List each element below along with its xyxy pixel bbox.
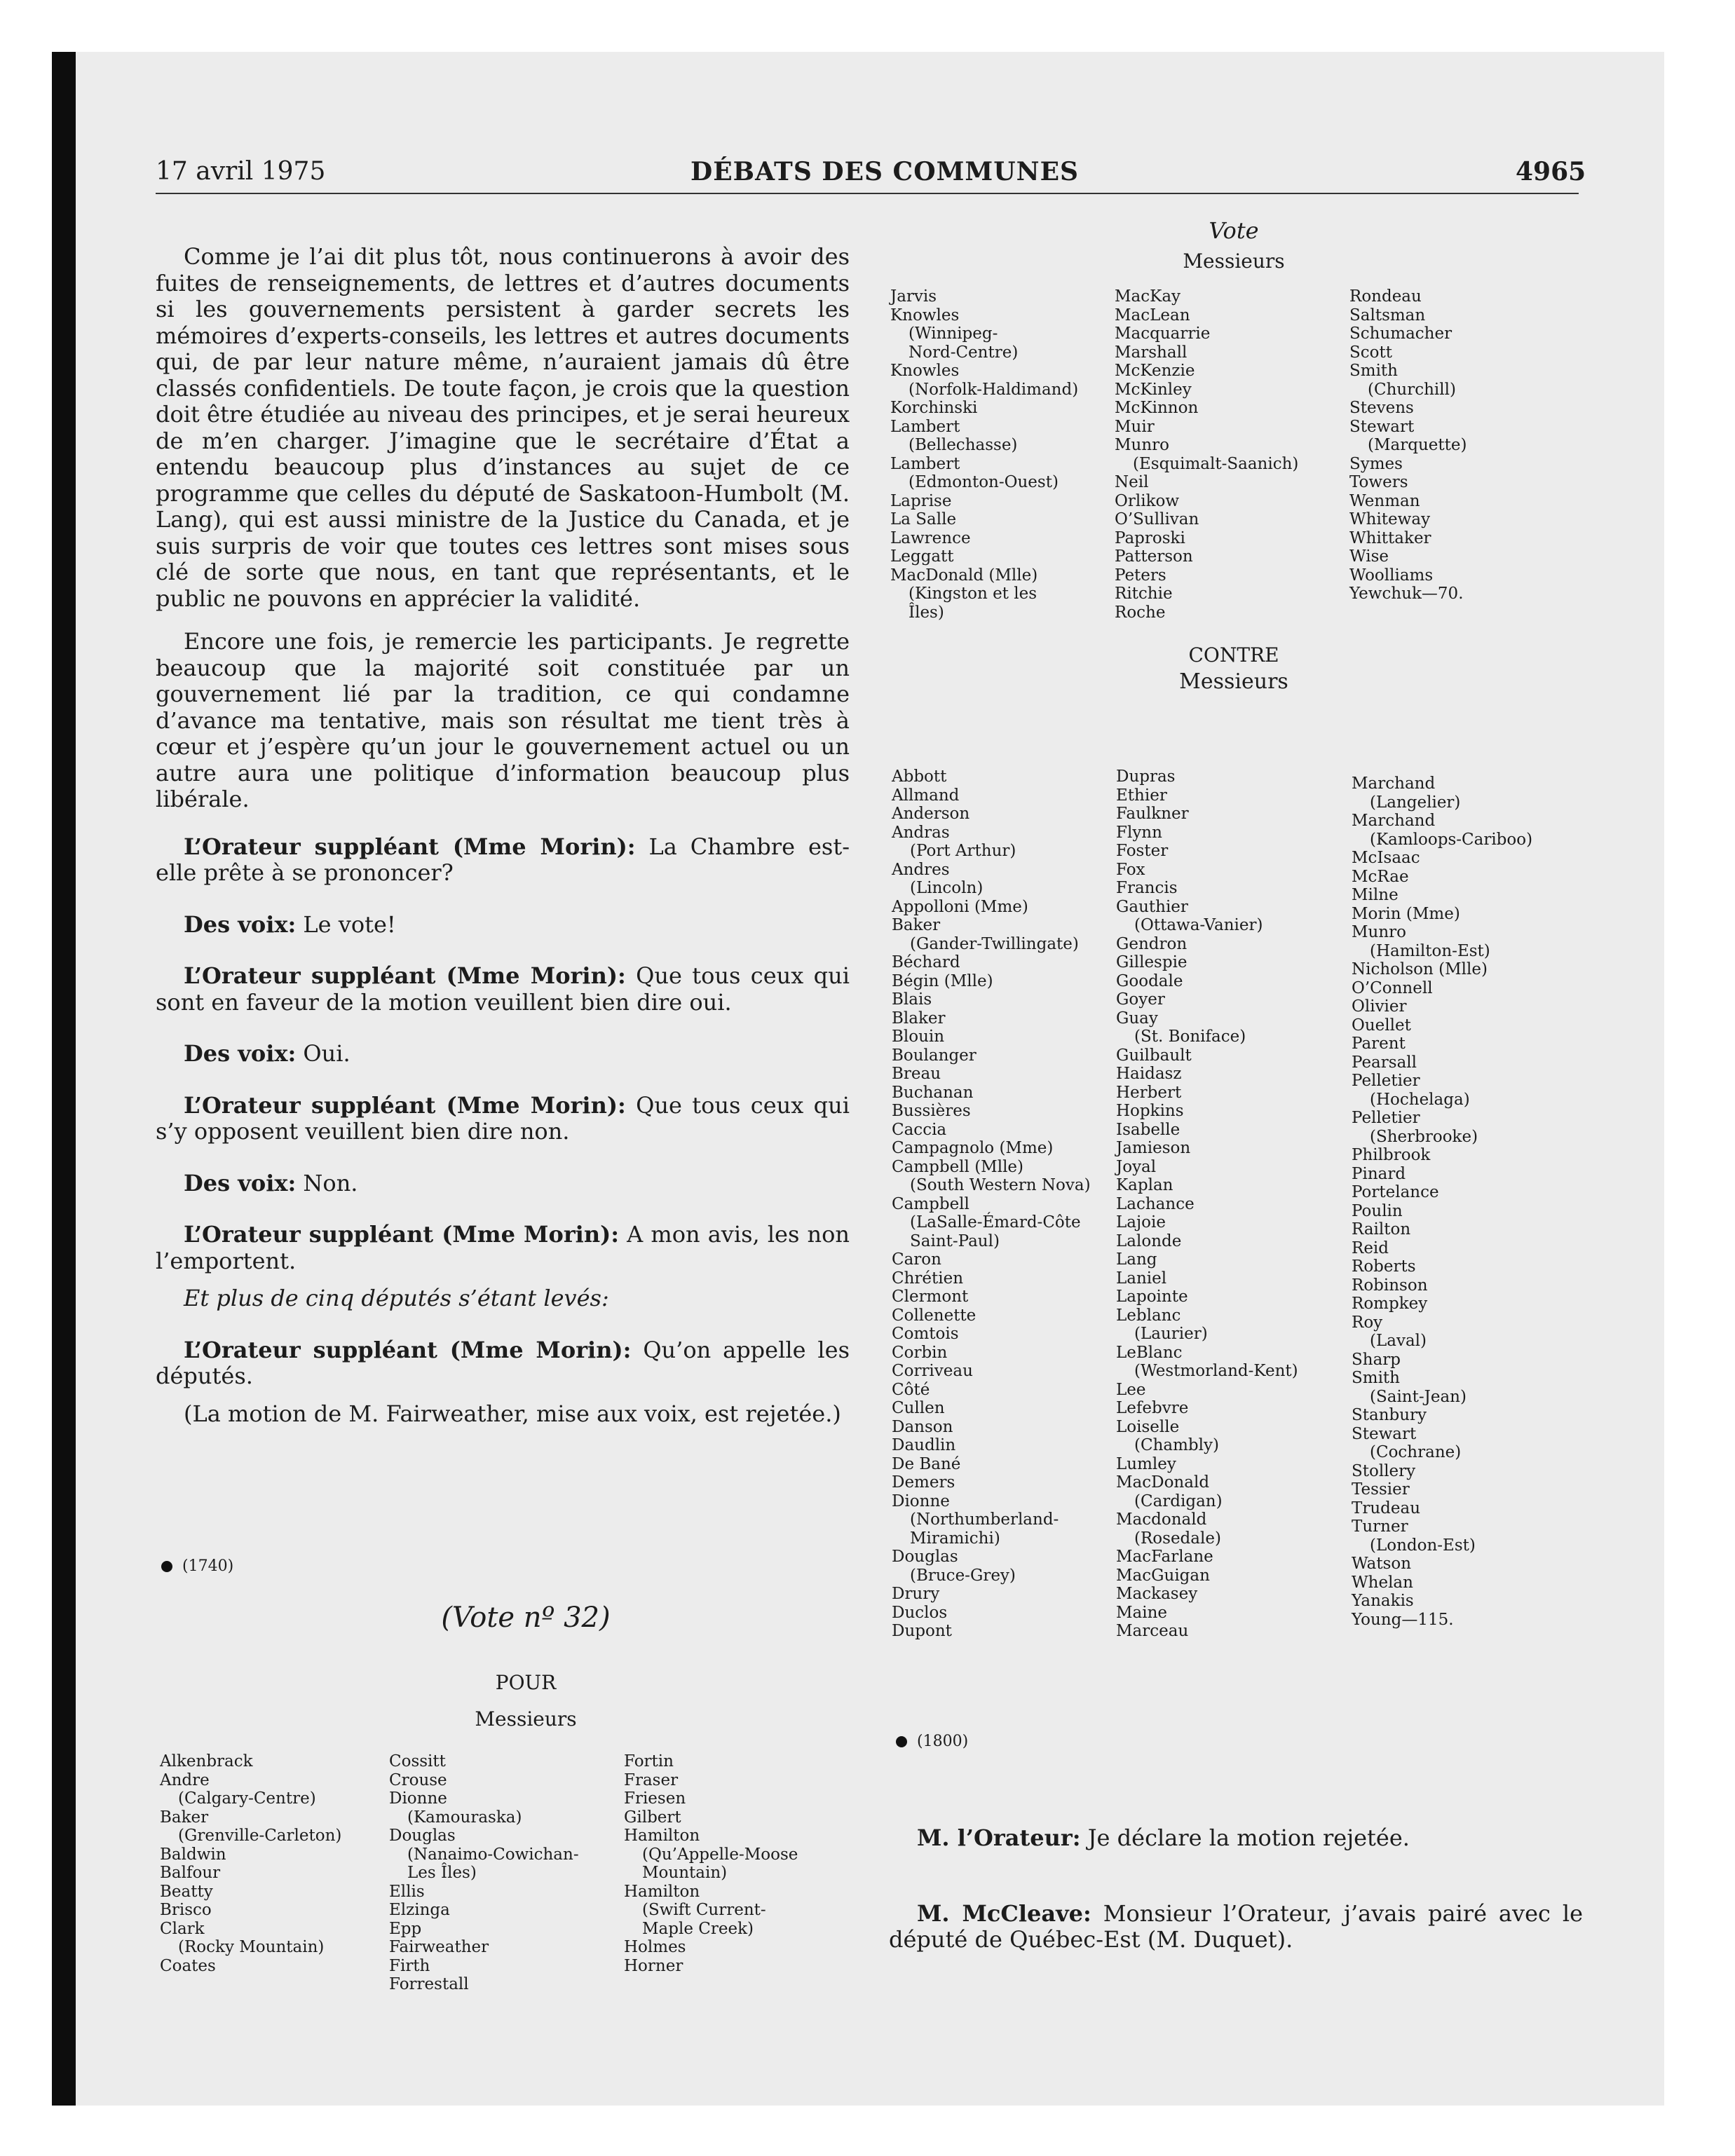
member-name: Lang (1116, 1250, 1157, 1269)
member-name: Lumley (1116, 1454, 1176, 1473)
member-name: Marceau (1116, 1622, 1189, 1640)
pour-heading: POUR (495, 1671, 557, 1694)
riding-name: (Rocky Mountain) (178, 1938, 325, 1956)
speech (156, 1041, 850, 1067)
speech-text: Je déclare la motion rejetée. (1080, 1824, 1410, 1851)
member-name: Saltsman (1349, 306, 1426, 325)
speaker: Des voix: (184, 910, 297, 938)
member-name: Boulanger (892, 1046, 977, 1065)
member-name: Dionne (389, 1789, 447, 1808)
time-marker (896, 1733, 968, 1750)
member-name: Whittaker (1349, 528, 1431, 547)
member-name: O’Connell (1352, 978, 1433, 997)
member-name: Faulkner (1116, 805, 1189, 823)
member-name: McKinnon (1115, 399, 1199, 417)
riding-name: (Ottawa-Vanier) (1134, 916, 1263, 934)
member-name: Stollery (1352, 1461, 1416, 1480)
time-marker (161, 1557, 233, 1575)
member-name: Collenette (892, 1306, 977, 1325)
member-name: Knowles (890, 362, 960, 380)
closing-speeches (889, 1825, 1583, 1953)
member-name: Balfour (160, 1864, 221, 1882)
member-name: LeBlanc (1116, 1343, 1183, 1362)
member-name: Fraser (624, 1770, 679, 1789)
messieurs-heading: Messieurs (1179, 669, 1288, 694)
vote-title: (Vote nº 32) (441, 1602, 611, 1634)
riding-name: (Kingston et les (909, 585, 1037, 603)
member-name: Lawrence (890, 528, 971, 547)
member-name: Kaplan (1116, 1176, 1173, 1194)
member-name: Joyal (1116, 1157, 1157, 1176)
riding-name: (Grenville-Carleton) (178, 1827, 342, 1845)
member-name: Yewchuk—70. (1349, 585, 1464, 603)
riding-name: (South Western Nova) (910, 1176, 1091, 1194)
member-name: MacKay (1115, 287, 1181, 306)
member-name: MacLean (1115, 306, 1190, 325)
header-date: 17 avril 1975 (156, 157, 326, 186)
member-name: Daudlin (892, 1436, 956, 1454)
pour-column-1 (160, 1752, 341, 1975)
member-name: Hopkins (1116, 1102, 1184, 1120)
speaker: Des voix: (184, 1040, 297, 1067)
member-name: Lachance (1116, 1194, 1195, 1213)
member-name: McIsaac (1352, 849, 1420, 867)
member-name: Clermont (892, 1288, 969, 1306)
riding-name: (Edmonton-Ouest) (909, 473, 1059, 491)
member-name: Ouellet (1352, 1016, 1411, 1035)
member-name: Milne (1352, 886, 1399, 904)
member-name: Bégin (Mlle) (892, 971, 993, 990)
member-name: Beatty (160, 1882, 213, 1901)
member-name: Danson (892, 1417, 953, 1436)
member-name: Knowles (890, 306, 960, 325)
member-name: Macdonald (1116, 1510, 1207, 1529)
riding-name: (Qu’Appelle-Moose (642, 1845, 798, 1864)
member-name: MacGuigan (1116, 1566, 1210, 1585)
member-name: Drury (892, 1585, 940, 1603)
speaker: L’Orateur suppléant (Mme Morin): (184, 1091, 626, 1119)
riding-name: (Esquimalt-Saanich) (1133, 454, 1299, 473)
speaker: M. l’Orateur: (917, 1824, 1081, 1851)
member-name: Macquarrie (1115, 325, 1211, 343)
member-name: Andres (892, 860, 950, 879)
time-text: (1740) (182, 1557, 234, 1575)
member-name: Whiteway (1349, 510, 1431, 528)
member-name: Lajoie (1116, 1213, 1166, 1231)
member-name: McRae (1352, 867, 1409, 886)
member-name: Parent (1352, 1035, 1406, 1053)
member-name: Campagnolo (Mme) (892, 1139, 1054, 1157)
member-name: Nord-Centre) (909, 343, 1019, 362)
member-name: MacDonald (Mlle) (890, 566, 1038, 585)
member-name: Douglas (892, 1548, 958, 1566)
speech-text: Le vote! (296, 910, 396, 938)
speaker: L’Orateur suppléant (Mme Morin): (184, 1336, 632, 1363)
speech-text: Qu’on appelle les députés. (156, 1336, 850, 1389)
member-name: Pelletier (1352, 1072, 1420, 1090)
member-name: Turner (1352, 1517, 1408, 1536)
member-name: Reid (1352, 1239, 1389, 1257)
member-name: Laprise (890, 491, 952, 510)
procedural-note: Et plus de cinq députés s’étant levés: (184, 1285, 609, 1311)
member-name: Corbin (892, 1343, 948, 1362)
member-name: Towers (1349, 473, 1408, 491)
riding-name: (Cochrane) (1370, 1443, 1462, 1461)
member-name: Lefebvre (1116, 1399, 1189, 1417)
member-name: Leblanc (1116, 1306, 1181, 1325)
member-name: Marchand (1352, 775, 1436, 793)
riding-name: (Bruce-Grey) (910, 1566, 1016, 1585)
member-name: Mackasey (1116, 1585, 1198, 1603)
member-name: Epp (389, 1919, 422, 1938)
member-name: Firth (389, 1956, 430, 1975)
member-name: Saint-Paul) (910, 1231, 1000, 1250)
member-name: Peters (1115, 566, 1166, 585)
member-name: Pelletier (1352, 1109, 1420, 1127)
member-name: Lalonde (1116, 1231, 1182, 1250)
member-name: Baker (892, 916, 941, 934)
member-name: Alkenbrack (160, 1752, 253, 1770)
member-name: Gendron (1116, 934, 1188, 953)
riding-name: (Hochelaga) (1370, 1090, 1470, 1109)
member-name: Korchinski (890, 399, 978, 417)
member-name: Herbert (1116, 1083, 1182, 1102)
member-name: Marshall (1115, 343, 1188, 362)
riding-name: (Chambly) (1134, 1436, 1219, 1454)
contre-column-3 (1352, 775, 1532, 1629)
member-name: Philbrook (1352, 1146, 1431, 1164)
member-name: Loiselle (1116, 1417, 1180, 1436)
member-name: Marchand (1352, 812, 1436, 830)
riding-name: (Hamilton-Est) (1370, 941, 1490, 960)
member-name: Campbell (892, 1194, 969, 1213)
riding-name: (Rosedale) (1134, 1529, 1221, 1548)
member-name: Ethier (1116, 786, 1167, 805)
member-name: Roche (1115, 603, 1166, 622)
speech (156, 834, 850, 887)
riding-name: (Sherbrooke) (1370, 1127, 1478, 1146)
speech-text: A mon avis, les non l’emportent. (156, 1221, 850, 1274)
member-name: MacDonald (1116, 1473, 1210, 1492)
member-name: Robinson (1352, 1276, 1428, 1295)
riding-name: (Cardigan) (1134, 1492, 1223, 1510)
member-name: Gilbert (624, 1808, 681, 1827)
riding-name: (Laurier) (1134, 1325, 1208, 1343)
paragraph: Comme je l’ai dit plus tôt, nous continuerons à avoir des fuites de renseignements, de lettres et d’autres documents si les gouvernements persistent à garder secrets les mémoires d’experts-conseils, les lettres et autres documents qui, de par leur nature même, n’auraient jamais dû être classés confidentiels. De toute façon, je crois que la question doit être étudiée au niveau des principes, et je serai heureux de m’en charger. J’imagine que le secrétaire d’État a entendu beaucoup plus d’instances au sujet de ce programme que celles du député de Saskatoon-Humbolt (M. Lang), qui est aussi ministre de la Justice du Canada, et je suis surpris de voir que toutes ces lettres sont mises sous clé de sorte que nous, en tant que représentants, et le public ne pouvons en apprécier la validité. (156, 243, 850, 612)
riding-name: (Winnipeg- (909, 325, 998, 343)
speech (156, 912, 850, 939)
member-name: Dupras (1116, 767, 1176, 786)
member-name: Rondeau (1349, 287, 1422, 306)
member-name: Trudeau (1352, 1499, 1421, 1517)
speech-text: Que tous ceux qui s’y opposent veuillent bien dire non. (156, 1091, 850, 1145)
member-name: Hamilton (624, 1827, 700, 1845)
member-name: Guilbault (1116, 1046, 1192, 1065)
member-name: Flynn (1116, 823, 1162, 842)
member-name: Caron (892, 1250, 941, 1269)
member-name: Stewart (1352, 1424, 1417, 1443)
member-name: Campbell (Mlle) (892, 1157, 1024, 1176)
member-name: Goyer (1116, 990, 1165, 1009)
speech (156, 1171, 850, 1197)
member-name: Sharp (1352, 1350, 1401, 1369)
member-name: Côté (892, 1380, 930, 1399)
member-name: De Bané (892, 1454, 961, 1473)
member-name: Cullen (892, 1399, 945, 1417)
member-name: Bussières (892, 1102, 971, 1120)
member-name: Dionne (892, 1492, 950, 1510)
member-name: Haidasz (1116, 1065, 1182, 1083)
member-name: Appolloni (Mme) (892, 897, 1028, 916)
member-name: Wise (1349, 547, 1389, 566)
member-name: Poulin (1352, 1201, 1403, 1220)
riding-name: Îles) (909, 603, 944, 622)
member-name: Dupont (892, 1622, 952, 1640)
riding-name: (Westmorland-Kent) (1134, 1362, 1298, 1380)
member-name: Chrétien (892, 1269, 964, 1288)
member-name: Cossitt (389, 1752, 446, 1770)
member-name: Railton (1352, 1220, 1411, 1239)
member-name: Lapointe (1116, 1288, 1188, 1306)
member-name: Clark (160, 1919, 205, 1938)
speech-text: Que tous ceux qui sont en faveur de la motion veuillent bien dire oui. (156, 962, 850, 1016)
speech (156, 1093, 850, 1145)
member-name: Douglas (389, 1827, 456, 1845)
member-name: Patterson (1115, 547, 1193, 566)
motion-result: (La motion de M. Fairweather, mise aux voix, est rejetée.) (184, 1400, 841, 1427)
riding-name: (Saint-Jean) (1370, 1387, 1467, 1406)
member-name: Andre (160, 1770, 210, 1789)
member-name: McKenzie (1115, 362, 1195, 380)
member-name: Crouse (389, 1770, 447, 1789)
contre-heading: CONTRE (1188, 643, 1279, 667)
member-name: Munro (1115, 436, 1170, 454)
messieurs-heading: Messieurs (475, 1707, 577, 1731)
pour-continued-column-3 (1349, 287, 1467, 603)
member-name: Maine (1116, 1603, 1168, 1622)
member-name: Pearsall (1352, 1053, 1417, 1072)
member-name: Mountain) (642, 1864, 728, 1882)
riding-name: (Marquette) (1368, 436, 1467, 454)
member-name: Baker (160, 1808, 209, 1827)
member-name: Buchanan (892, 1083, 974, 1102)
riding-name: (Nanaimo-Cowichan- (407, 1845, 579, 1864)
speech (156, 1222, 850, 1274)
member-name: Demers (892, 1473, 955, 1492)
vote-label: Vote (1209, 217, 1259, 244)
member-name: Leggatt (890, 547, 954, 566)
riding-name: (St. Boniface) (1134, 1028, 1246, 1046)
member-name: Munro (1352, 923, 1407, 941)
member-name: Ritchie (1115, 585, 1173, 603)
member-name: Morin (Mme) (1352, 904, 1460, 923)
speech (889, 1825, 1583, 1852)
member-name: Allmand (892, 786, 960, 805)
speech (156, 963, 850, 1016)
riding-name: (London-Est) (1370, 1536, 1476, 1555)
member-name: Les Îles) (407, 1864, 477, 1882)
member-name: Francis (1116, 879, 1178, 897)
member-name: Holmes (624, 1938, 686, 1956)
member-name: Orlikow (1115, 491, 1180, 510)
riding-name: (Kamloops-Cariboo) (1370, 830, 1533, 849)
speech-text: La Chambre est-elle prête à se prononcer? (156, 833, 850, 886)
member-name: Andras (892, 823, 950, 842)
member-name: Rompkey (1352, 1295, 1428, 1313)
riding-name: (Bellechasse) (909, 436, 1018, 454)
member-name: Smith (1352, 1369, 1400, 1387)
member-name: Guay (1116, 1009, 1158, 1028)
member-name: Duclos (892, 1603, 948, 1622)
member-name: Whelan (1352, 1573, 1413, 1592)
paragraph: Encore une fois, je remercie les participants. Je regrette beaucoup que la majorité soit constituée par un gouvernement lié par la tradition, ce qui condamne d’avance ma tentative, mais son résultat me tient très à cœur et j’espère qu’un jour le gouvernement actuel ou un autre aura une politique d’information beaucoup plus libérale. (156, 628, 850, 812)
messieurs-heading: Messieurs (1183, 250, 1285, 273)
member-name: Blais (892, 990, 932, 1009)
riding-name: (Kamouraska) (407, 1808, 522, 1827)
member-name: Young—115. (1352, 1610, 1454, 1629)
header-page-number: 4965 (1516, 157, 1586, 186)
member-name: Hamilton (624, 1882, 700, 1901)
riding-name: (Calgary-Centre) (178, 1789, 316, 1808)
member-name: O’Sullivan (1115, 510, 1199, 528)
riding-name: (LaSalle-Émard-Côte (910, 1213, 1081, 1231)
pour-column-2 (389, 1752, 579, 1994)
member-name: Yanakis (1352, 1592, 1414, 1610)
riding-name: (Langelier) (1370, 793, 1461, 812)
member-name: Elzinga (389, 1901, 450, 1919)
member-name: McKinley (1115, 380, 1192, 399)
contre-column-2 (1116, 767, 1298, 1641)
riding-name: (Lincoln) (910, 879, 984, 897)
member-name: Scott (1349, 343, 1392, 362)
header-rule (156, 193, 1579, 194)
time-text: (1800) (917, 1733, 969, 1750)
member-name: Lee (1116, 1380, 1146, 1399)
member-name: Comtois (892, 1325, 959, 1343)
member-name: Fortin (624, 1752, 674, 1770)
member-name: Woolliams (1349, 566, 1434, 585)
member-name: Horner (624, 1956, 683, 1975)
riding-name: (Laval) (1370, 1332, 1427, 1350)
member-name: Wenman (1349, 491, 1420, 510)
member-name: Fairweather (389, 1938, 489, 1956)
member-name: Miramichi) (910, 1529, 1000, 1548)
member-name: Paproski (1115, 528, 1185, 547)
contre-column-1 (892, 767, 1091, 1641)
member-name: Lambert (890, 417, 960, 436)
member-name: Olivier (1352, 997, 1407, 1016)
riding-name: (Norfolk-Haldimand) (909, 380, 1079, 399)
member-name: Smith (1349, 362, 1398, 380)
member-name: Schumacher (1349, 325, 1452, 343)
member-name: Forrestall (389, 1975, 469, 1993)
speech-text: Oui. (296, 1040, 351, 1067)
member-name: Blaker (892, 1009, 946, 1028)
speech-text: Monsieur l’Orateur, j’avais pairé avec le député de Québec-Est (M. Duquet). (889, 1899, 1584, 1953)
member-name: Ellis (389, 1882, 425, 1901)
member-name: Laniel (1116, 1269, 1167, 1288)
member-name: Gauthier (1116, 897, 1188, 916)
member-name: Gillespie (1116, 953, 1188, 971)
member-name: Abbott (892, 767, 947, 786)
speaker: L’Orateur suppléant (Mme Morin): (184, 962, 626, 989)
member-name: Béchard (892, 953, 960, 971)
member-name: Isabelle (1116, 1120, 1181, 1139)
left-column (156, 244, 850, 1427)
member-name: Jamieson (1116, 1139, 1191, 1157)
member-name: Tessier (1352, 1480, 1410, 1499)
speaker: Des voix: (184, 1169, 297, 1196)
riding-name: (Swift Current- (642, 1901, 766, 1919)
riding-name: (Northumberland- (910, 1510, 1059, 1529)
riding-name: (Gander-Twillingate) (910, 934, 1079, 953)
bullet-icon (896, 1736, 907, 1747)
scan-edge-bar (52, 52, 76, 2106)
member-name: Coates (160, 1956, 216, 1975)
member-name: Goodale (1116, 971, 1183, 990)
member-name: Caccia (892, 1120, 947, 1139)
member-name: Breau (892, 1065, 941, 1083)
speaker: M. McCleave: (917, 1899, 1091, 1927)
speaker: L’Orateur suppléant (Mme Morin): (184, 1221, 620, 1248)
member-name: Corriveau (892, 1362, 973, 1380)
member-name: Muir (1115, 417, 1155, 436)
riding-name: (Port Arthur) (910, 842, 1016, 860)
member-name: Nicholson (Mlle) (1352, 960, 1488, 978)
pour-continued-column-2 (1115, 287, 1298, 622)
member-name: MacFarlane (1116, 1548, 1213, 1566)
member-name: Baldwin (160, 1845, 226, 1864)
member-name: Brisco (160, 1901, 212, 1919)
bullet-icon (161, 1561, 172, 1572)
riding-name: (Churchill) (1368, 380, 1456, 399)
member-name: La Salle (890, 510, 957, 528)
member-name: Jarvis (890, 287, 937, 306)
speech-text: Non. (296, 1169, 358, 1196)
member-name: Roy (1352, 1313, 1383, 1332)
member-name: Stanbury (1352, 1406, 1427, 1424)
member-name: Pinard (1352, 1164, 1406, 1183)
member-name: Blouin (892, 1028, 945, 1046)
member-name: Stevens (1349, 399, 1414, 417)
member-name: Roberts (1352, 1257, 1416, 1276)
speech (889, 1901, 1583, 1953)
speech (156, 1337, 850, 1390)
member-name: Lambert (890, 454, 960, 473)
member-name: Anderson (892, 805, 970, 823)
header-title: DÉBATS DES COMMUNES (690, 157, 1080, 186)
member-name: Neil (1115, 473, 1149, 491)
pour-continued-column-1 (890, 287, 1078, 622)
member-name: Friesen (624, 1789, 686, 1808)
member-name: Portelance (1352, 1183, 1439, 1201)
member-name: Stewart (1349, 417, 1415, 436)
member-name: Symes (1349, 454, 1403, 473)
speaker: L’Orateur suppléant (Mme Morin): (184, 833, 636, 860)
pour-column-3 (624, 1752, 798, 1975)
member-name: Foster (1116, 842, 1169, 860)
member-name: Maple Creek) (642, 1919, 754, 1938)
member-name: Fox (1116, 860, 1145, 879)
member-name: Watson (1352, 1555, 1412, 1573)
